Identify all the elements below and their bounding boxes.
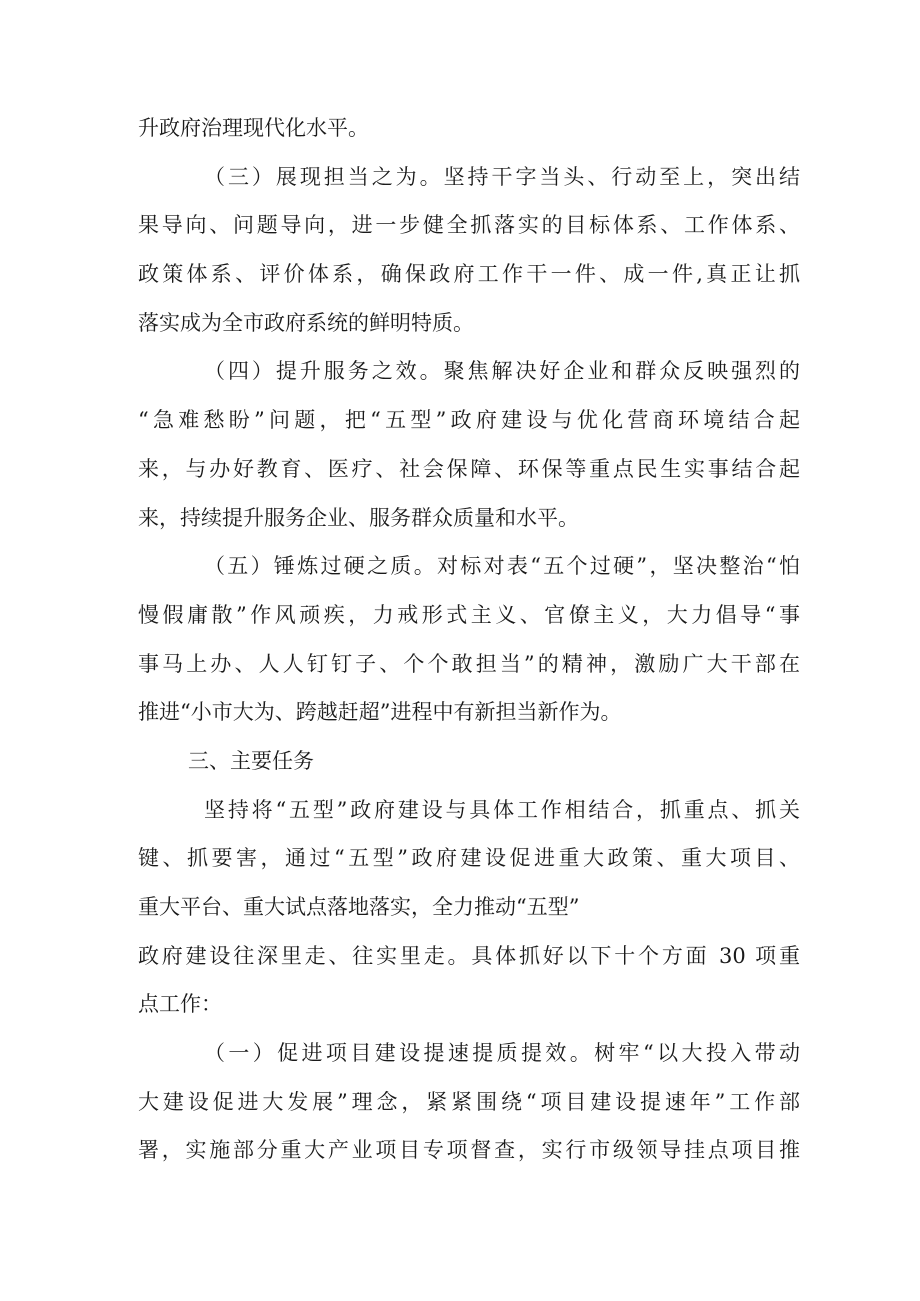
paragraph-line: 来，持续提升服务企业、服务群众质量和水平。 [138, 505, 579, 530]
paragraph-line: 键、抓要害，通过“五型”政府建设促进重大政策、重大项目、 [138, 846, 800, 871]
paragraph-line: 署，实施部分重大产业项目专项督查，实行市级领导挂点项目推 [138, 1138, 800, 1163]
document-body [138, 104, 800, 1175]
paragraph-line: 大建设促进大发展”理念，紧紧围绕“项目建设提速年”工作部 [138, 1089, 800, 1114]
paragraph-line: 政策体系、评价体系，确保政府工作干一件、成一件,真正让抓 [138, 262, 800, 287]
paragraph-line: 重大平台、重大试点落地落实，全力推动“五型” [138, 895, 580, 919]
paragraph-line: 政府建设往深里走、往实里走。具体抓好以下十个方面 30 项重 [138, 943, 800, 968]
paragraph-line: 事马上办、人人钉钉子、个个敢担当”的精神，激励广大干部在 [138, 651, 800, 676]
section-heading: 三、主要任务 [188, 748, 314, 773]
paragraph-line: 坚持将“五型”政府建设与具体工作相结合，抓重点、抓关 [204, 797, 800, 822]
paragraph-line: （一）促进项目建设提速提质提效。树牢“以大投入带动 [204, 1041, 800, 1066]
paragraph-line: 升政府治理现代化水平。 [138, 116, 369, 140]
paragraph-line: 点工作： [138, 992, 222, 1017]
paragraph-line: “急难愁盼”问题，把“五型”政府建设与优化营商环境结合起 [138, 408, 800, 433]
paragraph-line: （五）锤炼过硬之质。对标对表“五个过硬”，坚决整治“怕 [204, 554, 800, 579]
paragraph-line: 果导向、问题导向，进一步健全抓落实的目标体系、工作体系、 [138, 213, 800, 238]
paragraph-line: 落实成为全市政府系统的鲜明特质。 [138, 310, 474, 335]
paragraph-line: （三）展现担当之为。坚持干字当头、行动至上，突出结 [204, 164, 800, 189]
paragraph-line: 推进“小市大为、跨越赶超”进程中有新担当新作为。 [138, 700, 622, 725]
paragraph-line: （四）提升服务之效。聚焦解决好企业和群众反映强烈的 [204, 359, 800, 384]
paragraph-line: 来，与办好教育、医疗、社会保障、环保等重点民生实事结合起 [138, 456, 800, 481]
paragraph-line: 慢假庸散”作风顽疾，力戒形式主义、官僚主义，大力倡导“事 [138, 602, 800, 627]
